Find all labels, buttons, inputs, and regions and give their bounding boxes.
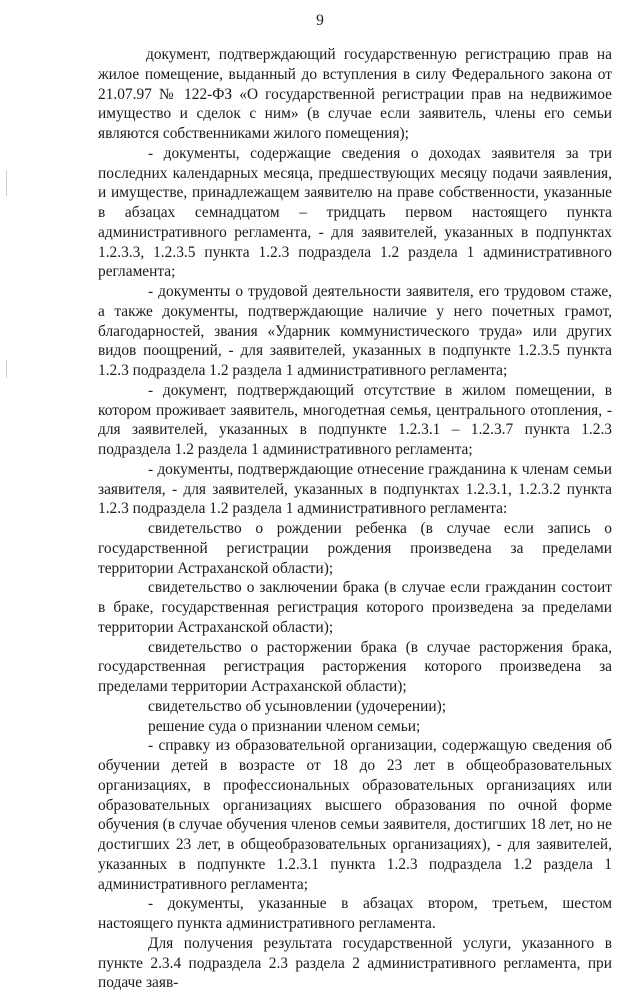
paragraph: свидетельство об усыновлении (удочерении); (148, 697, 447, 715)
paragraph: - документы, подтверждающие отнесение гражданина к членам семьи заявителя, - для заявителей, указанных в подпунктах 1.2.3.1, 1.2.3.2 пункта 1.2.3 подраздела 1.2 раздела 1 административного регламента: (98, 460, 612, 518)
paragraph: свидетельство о заключении брака (в случае если гражданин состоит в браке, государственная регистрация которого произведена за пределами территории Астраханской области); (98, 579, 612, 636)
paragraph: - документы, содержащие сведения о доходах заявителя за три последних календарных месяца, предшествующих месяцу подачи заявления, и имуществе, принадлежащем заявителю на праве собственности, указанные в абзацах семнадцатом – тридцать первом настоящего пункта административного регламента, - для заявителей, указанных в подпунктах 1.2.3.3, 1.2.3.5 пункта 1.2.3 подраздела 1.2 раздела 1 административного регламента; (98, 144, 612, 281)
paragraph: свидетельство о рождении ребенка (в случае если запись о государственной регистрации рождения произведена за пределами территории Астраханской области); (98, 520, 612, 577)
paragraph: документ, подтверждающий государственную регистрацию прав на жилое помещение, выданный до вступления в силу Федерального закона от 21.07.97 № 122-ФЗ «О государственной регистрации прав на недвижимое имущество и сделок с ним» (в случае если заявитель, члены его семьи являются собственниками жилого помещения); (98, 46, 612, 142)
paragraph: - документы о трудовой деятельности заявителя, его трудовом стаже, а также документы, подтверждающие наличие у него почетных грамот, благодарностей, звания «Ударник коммунистического труда» или других видов поощрений, - для заявителей, указанных в подпункте 1.2.3.5 пункта 1.2.3 подраздела 1.2 раздела 1 административного регламента; (98, 283, 612, 379)
scan-margin-mark (6, 360, 7, 378)
page-number: 9 (316, 12, 324, 29)
paragraph: - документ, подтверждающий отсутствие в жилом помещении, в котором проживает заявитель, многодетная семья, центрального отопления, - для заявителей, указанных в подпункте 1.2.3.1 – 1.2.3.7 пункта 1.2.3 подраздела 1.2 раздела 1 административного регламента; (98, 381, 612, 458)
paragraph: решение суда о признании членом семьи; (148, 717, 421, 735)
document-body (98, 45, 612, 993)
paragraph: - документы, указанные в абзацах втором, третьем, шестом настоящего пункта административного регламента. (98, 895, 612, 932)
paragraph: свидетельство о расторжении брака (в случае расторжения брака, государственная регистрация расторжения которого произведена за пределами территории Астраханской области); (98, 638, 612, 695)
paragraph: Для получения результата государственной услуги, указанного в пункте 2.3.4 подраздела 2.3 раздела 2 административного регламента, при подаче заяв- (98, 934, 612, 992)
paragraph: - справку из образовательной организации, содержащую сведения об обучении детей в возрасте от 18 до 23 лет в общеобразовательных организациях, в профессиональных образовательных организациях или образовательных организациях высшего образования по очной форме обучения (в случае обучения членов семьи заявителя, достигших 18 лет, но не достигших 23 лет, в общеобразовательных организациях), - для заявителей, указанных в подпункте 1.2.3.1 пункта 1.2.3 подраздела 1.2 раздела 1 административного регламента; (98, 737, 612, 893)
scan-margin-mark (6, 170, 7, 196)
